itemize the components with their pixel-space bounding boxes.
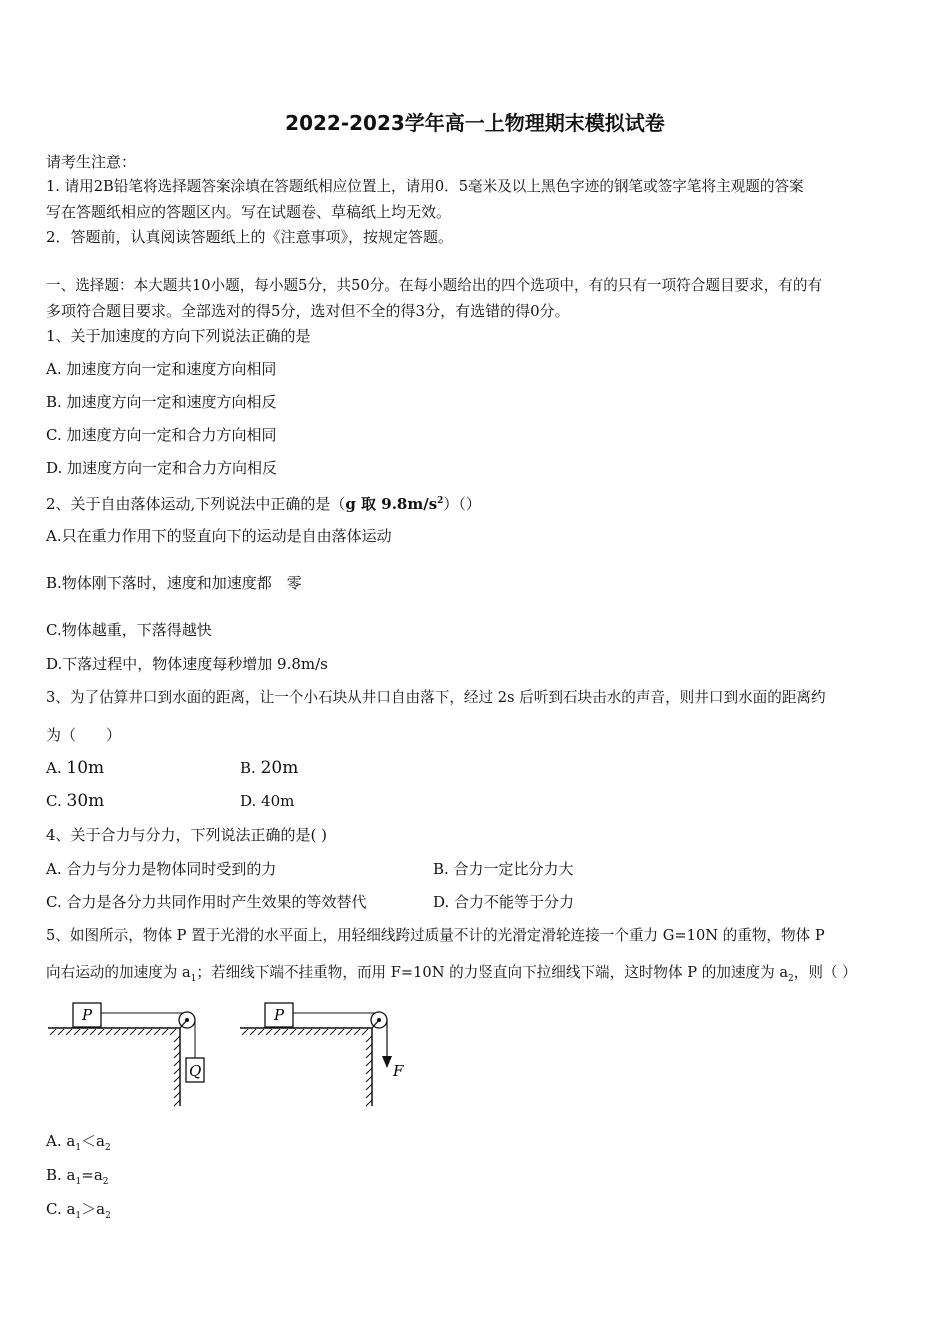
force-f-label: F [393,1062,404,1080]
q5-option-c: C. $a_1>a_2$ [46,1200,111,1221]
notice-line-1: 1. 请用2B铅笔将选择题答案涂填在答题纸相应位置上，请用0．5毫米及以上黑色字迹的钢笔或签字笔将主观题的答案 [46,178,804,195]
q1-option-b: B. 加速度方向一定和速度方向相反 [46,393,277,411]
q5-stem-line-2: 向右运动的加速度为 $a_1$；若细线下端不挂重物，而用 F=10N 的力竖直向下拉细线下端，这时物体 P 的加速度为 $a_2$，则（ ） [46,964,857,984]
q4-option-b: B. 合力一定比分力大 [433,860,574,878]
q1-option-c: C. 加速度方向一定和合力方向相同 [46,426,277,444]
pulley-figure-weight [44,998,224,1110]
q2-stem-pre: 2、关于自由落体运动,下列说法中正确的是（ [46,495,346,513]
q3-stem-line-1: 3、为了估算井口到水面的距离，让一个小石块从井口自由落下，经过 2s 后听到石块击水的声音，则井口到水面的距离约 [46,689,826,706]
table-hatching [50,1029,176,1035]
q1-option-d: D. 加速度方向一定和合力方向相反 [46,459,278,477]
side-hatching [366,1036,372,1106]
q4-option-a: A. 合力与分力是物体同时受到的力 [46,860,277,878]
q5-stem-line-1: 5、如图所示，物体 P 置于光滑的水平面上，用轻细线跨过质量不计的光滑定滑轮连接一个重力 G=10N 的重物，物体 P [46,927,825,944]
section-line-1: 一、选择题：本大题共10小题，每小题5分，共50分。在每小题给出的四个选项中，有的只有一项符合题目要求，有的有 [46,277,823,294]
q2-stem [46,491,481,514]
q3-stem-line-2: 为（ ） [46,726,122,744]
notice-line-2: 写在答题纸相应的答题区内。写在试题卷、草稿纸上均无效。 [46,203,452,221]
force-arrow-head [382,1056,392,1068]
q3-option-a: A. 10m [46,758,105,778]
q3-option-b: B. 20m [240,758,299,778]
q5-option-b: B. $a_1=a_2$ [46,1166,109,1187]
q2-option-c: C.物体越重，下落得越快 [46,621,212,639]
q4-option-d: D. 合力不能等于分力 [433,893,575,911]
q4-option-c: C. 合力是各分力共同作用时产生效果的等效替代 [46,893,367,911]
q5-option-a: A. $a_1<a_2$ [46,1132,111,1153]
page-title: 2022-2023学年高一上物理期末模拟试卷 [285,111,665,135]
q3-option-d: D. 40m [240,792,295,810]
q4-stem: 4、关于合力与分力，下列说法正确的是( ) [46,826,328,844]
notice-line-3: 2．答题前，认真阅读答题纸上的《注意事项》，按规定答题。 [46,228,454,246]
block-p-label: P [274,1006,285,1024]
side-hatching [174,1036,180,1106]
q2-stem-g: g 取 9.8m/s [345,495,438,513]
q1-stem: 1、关于加速度的方向下列说法正确的是 [46,327,311,345]
pulley-figure-force [236,998,416,1110]
weight-q-label: Q [189,1062,202,1080]
q3-option-c: C. 30m [46,791,105,811]
notice-heading: 请考生注意： [46,153,137,171]
q1-option-a: A. 加速度方向一定和速度方向相同 [46,360,277,378]
q2-option-d: D.下落过程中，物体速度每秒增加 9.8m/s [46,655,328,673]
table-hatching [242,1029,368,1035]
q2-option-b: B.物体刚下落时，速度和加速度都 零 [46,574,302,592]
block-p-label: P [82,1006,93,1024]
q2-stem-sup: 2 [437,496,444,506]
q2-option-a: A.只在重力作用下的竖直向下的运动是自由落体运动 [46,527,392,545]
q2-stem-post: ）（） [443,495,481,513]
section-line-2: 多项符合题目要求。全部选对的得5分，选对但不全的得3分，有选错的得0分。 [46,302,570,320]
